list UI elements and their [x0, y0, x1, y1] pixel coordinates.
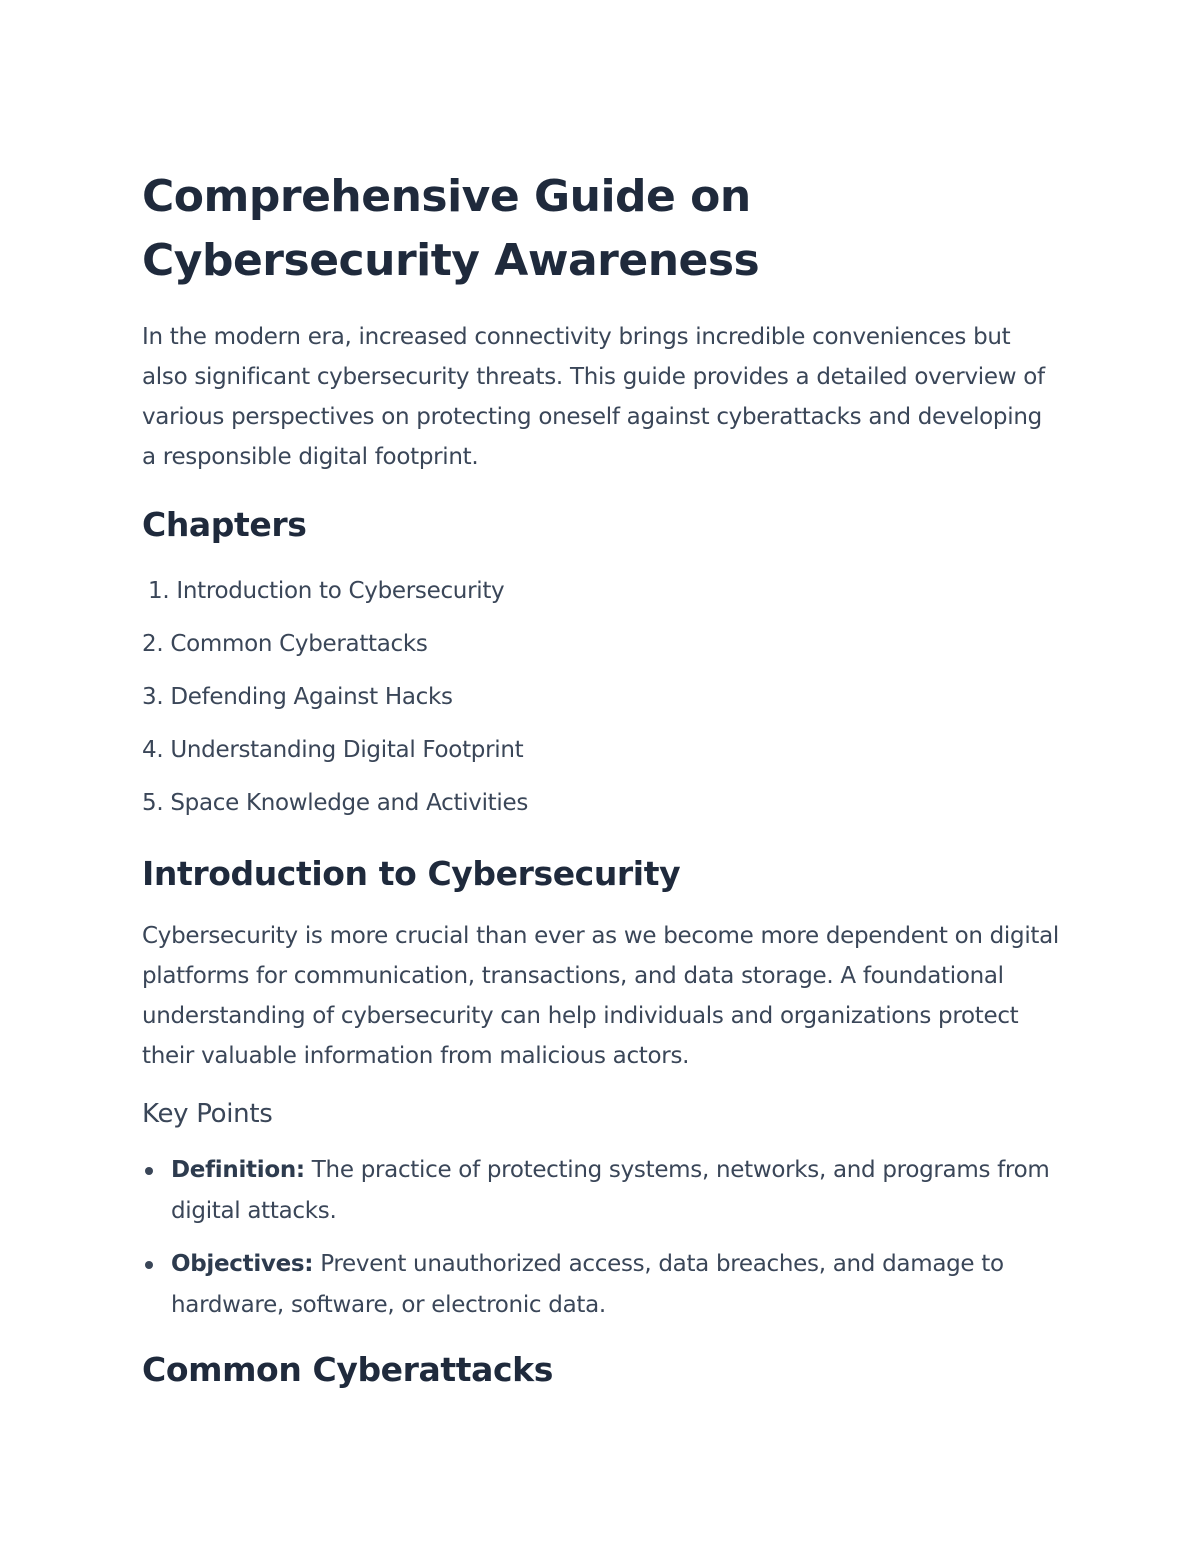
- key-point-term: Objectives:: [171, 1251, 314, 1277]
- key-points-list: [142, 1150, 1062, 1326]
- chapter-item: 4. Understanding Digital Footprint: [142, 737, 524, 763]
- bullet-icon: [145, 1261, 153, 1269]
- key-point-term: Definition:: [171, 1157, 305, 1183]
- chapter-item: 1. Introduction to Cybersecurity: [148, 578, 505, 604]
- bullet-icon: [145, 1167, 153, 1175]
- key-point-item: [142, 1150, 1062, 1232]
- key-point-text: The practice of protecting systems, networks, and programs from digital attacks.: [171, 1157, 1050, 1224]
- intro-paragraph: In the modern era, increased connectivity brings incredible conveniences but also significant cybersecurity threats. This guide provides a detailed overview of various perspectives on protecting oneself against cyberattacks and developing a responsible digital footprint.: [142, 324, 1045, 470]
- key-point-item: [142, 1244, 1062, 1326]
- document-title: Comprehensive Guide on Cybersecurity Awareness: [142, 171, 760, 286]
- chapters-heading: Chapters: [142, 505, 307, 544]
- chapter-item: 5. Space Knowledge and Activities: [142, 790, 529, 816]
- chapter-item: 3. Defending Against Hacks: [142, 684, 453, 710]
- key-point-text: Prevent unauthorized access, data breaches, and damage to hardware, software, or electronic data.: [171, 1251, 1004, 1318]
- chapter-list: [142, 565, 1062, 830]
- document-page: [142, 165, 1062, 1400]
- key-points-heading: Key Points: [142, 1099, 273, 1129]
- section-heading-common-cyberattacks: Common Cyberattacks: [142, 1350, 553, 1389]
- chapter-item: 2. Common Cyberattacks: [142, 631, 428, 657]
- section-heading-introduction: Introduction to Cybersecurity: [142, 854, 681, 893]
- introduction-paragraph: Cybersecurity is more crucial than ever as we become more dependent on digital platforms for communication, transactions, and data storage. A foundational understanding of cybersecurity can help individuals and organizations protect their valuable information from malicious actors.: [142, 923, 1060, 1069]
